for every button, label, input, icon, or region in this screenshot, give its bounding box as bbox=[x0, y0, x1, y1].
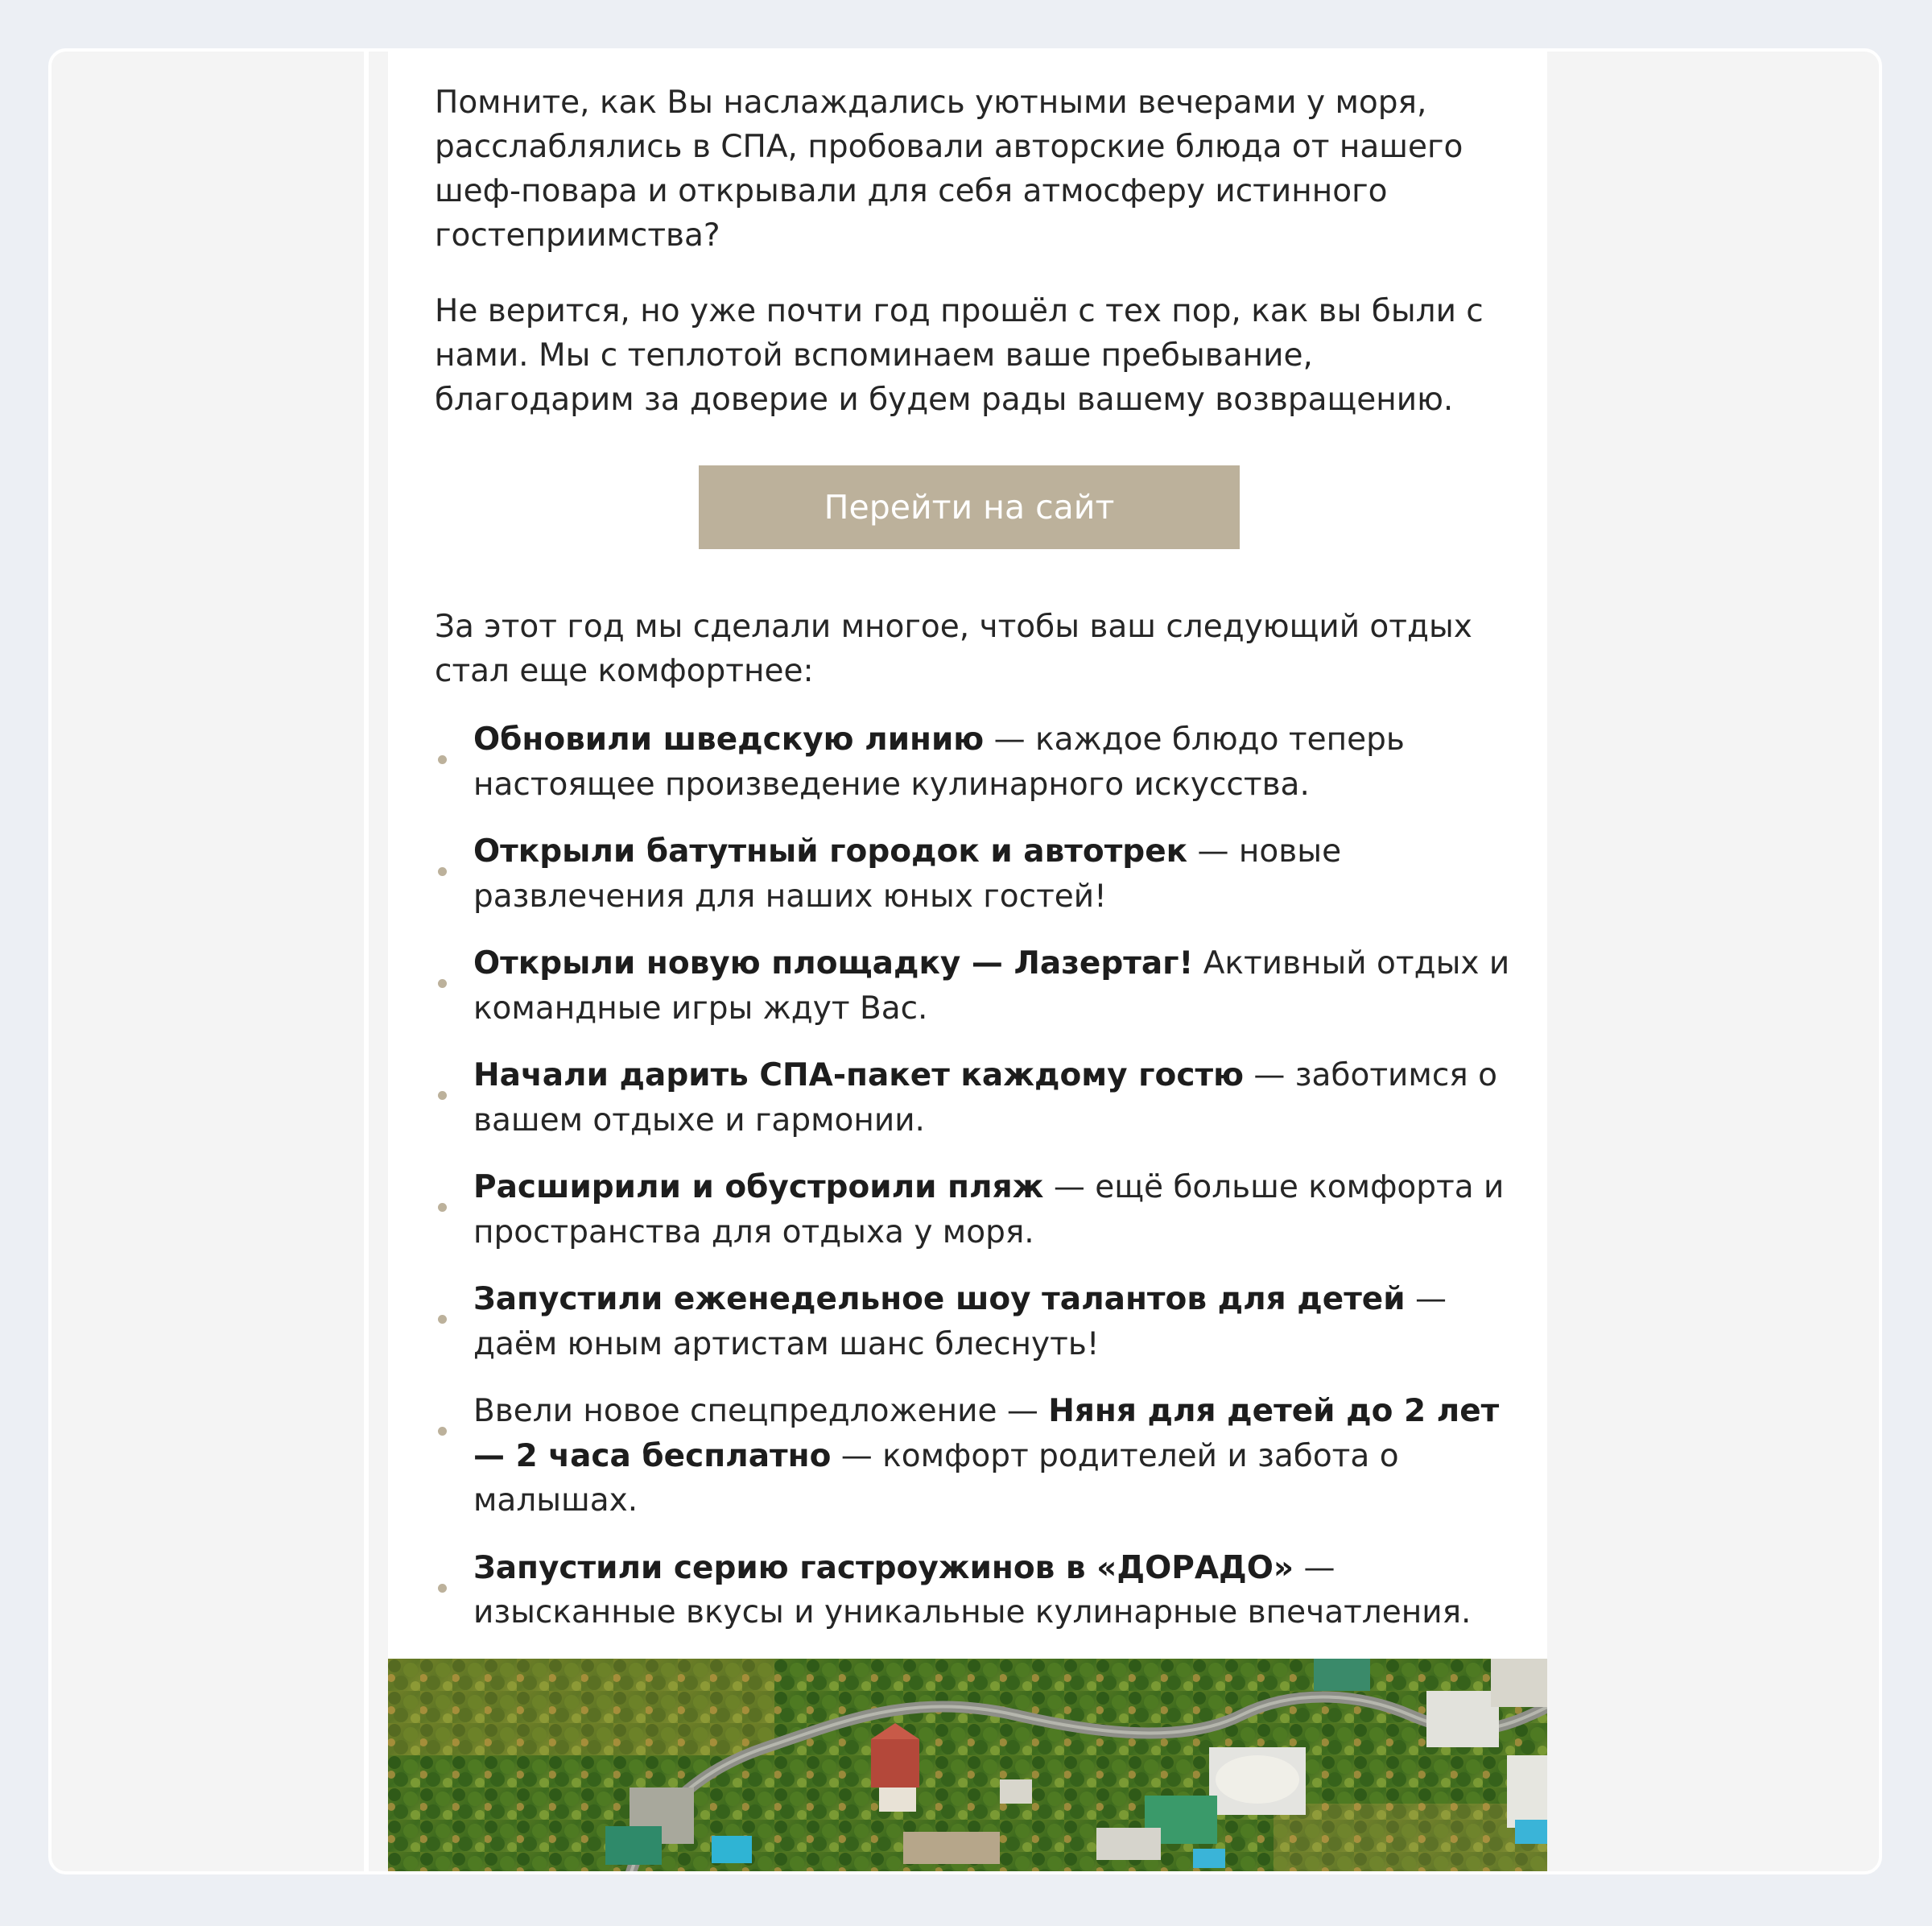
bullet-icon bbox=[438, 1203, 447, 1212]
list-item-highlight: Открыли новую площадку — Лазертаг! bbox=[473, 945, 1194, 982]
list-item-description: — каждое блюдо теперь настоящее произведение кулинарного искусства. bbox=[473, 721, 1405, 803]
list-item bbox=[435, 1546, 1513, 1635]
list-item-description: — ещё больше комфорта и пространства для отдыха у моря. bbox=[473, 1169, 1505, 1250]
list-item bbox=[435, 1389, 1513, 1523]
list-item-highlight: Няня для детей до 2 лет — 2 часа бесплатно bbox=[473, 1393, 1500, 1474]
list-item bbox=[435, 829, 1513, 919]
list-item-description: — заботимся о вашем отдыхе и гармонии. bbox=[473, 1057, 1497, 1139]
list-item-description: — даём юным артистам шанс блеснуть! bbox=[473, 1281, 1447, 1362]
divider bbox=[364, 52, 369, 1871]
list-item-description: — изысканные вкусы и уникальные кулинарные впечатления. bbox=[473, 1549, 1472, 1630]
email-content bbox=[435, 81, 1513, 1658]
bullet-icon bbox=[438, 1315, 447, 1324]
updates-list bbox=[435, 717, 1513, 1635]
greeting-paragraph: Помните, как Вы наслаждались уютными вечерами у моря, расслаблялись в СПА, пробовали авторские блюда от нашего шеф-повара и открывали для себя атмосферу истинного гостеприимства? bbox=[435, 85, 1463, 254]
list-item-highlight: Запустили еженедельное шоу талантов для детей bbox=[473, 1281, 1406, 1317]
list-item bbox=[435, 1277, 1513, 1366]
list-item-highlight: Открыли батутный городок и автотрек bbox=[473, 833, 1188, 870]
updates-intro: За этот год мы сделали многое, чтобы ваш следующий отдых стал еще комфортнее: bbox=[435, 609, 1472, 689]
email-body bbox=[388, 52, 1547, 1871]
bullet-icon bbox=[438, 979, 447, 988]
list-item-description: — новые развлечения для наших юных гостей! bbox=[473, 833, 1342, 915]
list-item-highlight: Расширили и обустроили пляж bbox=[473, 1169, 1044, 1205]
email-viewer-frame bbox=[48, 48, 1882, 1874]
list-item bbox=[435, 717, 1513, 807]
list-item-description: Активный отдых и командные игры ждут Вас. bbox=[473, 945, 1510, 1027]
bullet-icon bbox=[438, 1427, 447, 1436]
cta-container bbox=[435, 465, 1513, 549]
list-item-description: — комфорт родителей и забота о малышах. bbox=[473, 1437, 1399, 1519]
resort-aerial-photo bbox=[388, 1659, 1547, 1874]
list-item-highlight: Запустили серию гастроужинов в «ДОРАДО» bbox=[473, 1549, 1294, 1586]
list-item-highlight: Обновили шведскую линию bbox=[473, 721, 985, 758]
bullet-icon bbox=[438, 867, 447, 876]
list-item-highlight: Начали дарить СПА-пакет каждому гостю bbox=[473, 1057, 1244, 1093]
bullet-icon bbox=[438, 1091, 447, 1100]
list-item bbox=[435, 1053, 1513, 1143]
list-item-prefix: Ввели новое спецпредложение — bbox=[473, 1393, 1049, 1429]
visit-site-button[interactable]: Перейти на сайт bbox=[699, 465, 1240, 549]
list-item bbox=[435, 1165, 1513, 1254]
anniversary-paragraph: Не верится, но уже почти год прошёл с тех пор, как вы были с нами. Мы с теплотой вспоминаем ваше пребывание, благодарим за доверие и будем рады вашему возвращению. bbox=[435, 293, 1484, 418]
bullet-icon bbox=[438, 1584, 447, 1593]
bullet-icon bbox=[438, 755, 447, 764]
list-item bbox=[435, 941, 1513, 1031]
